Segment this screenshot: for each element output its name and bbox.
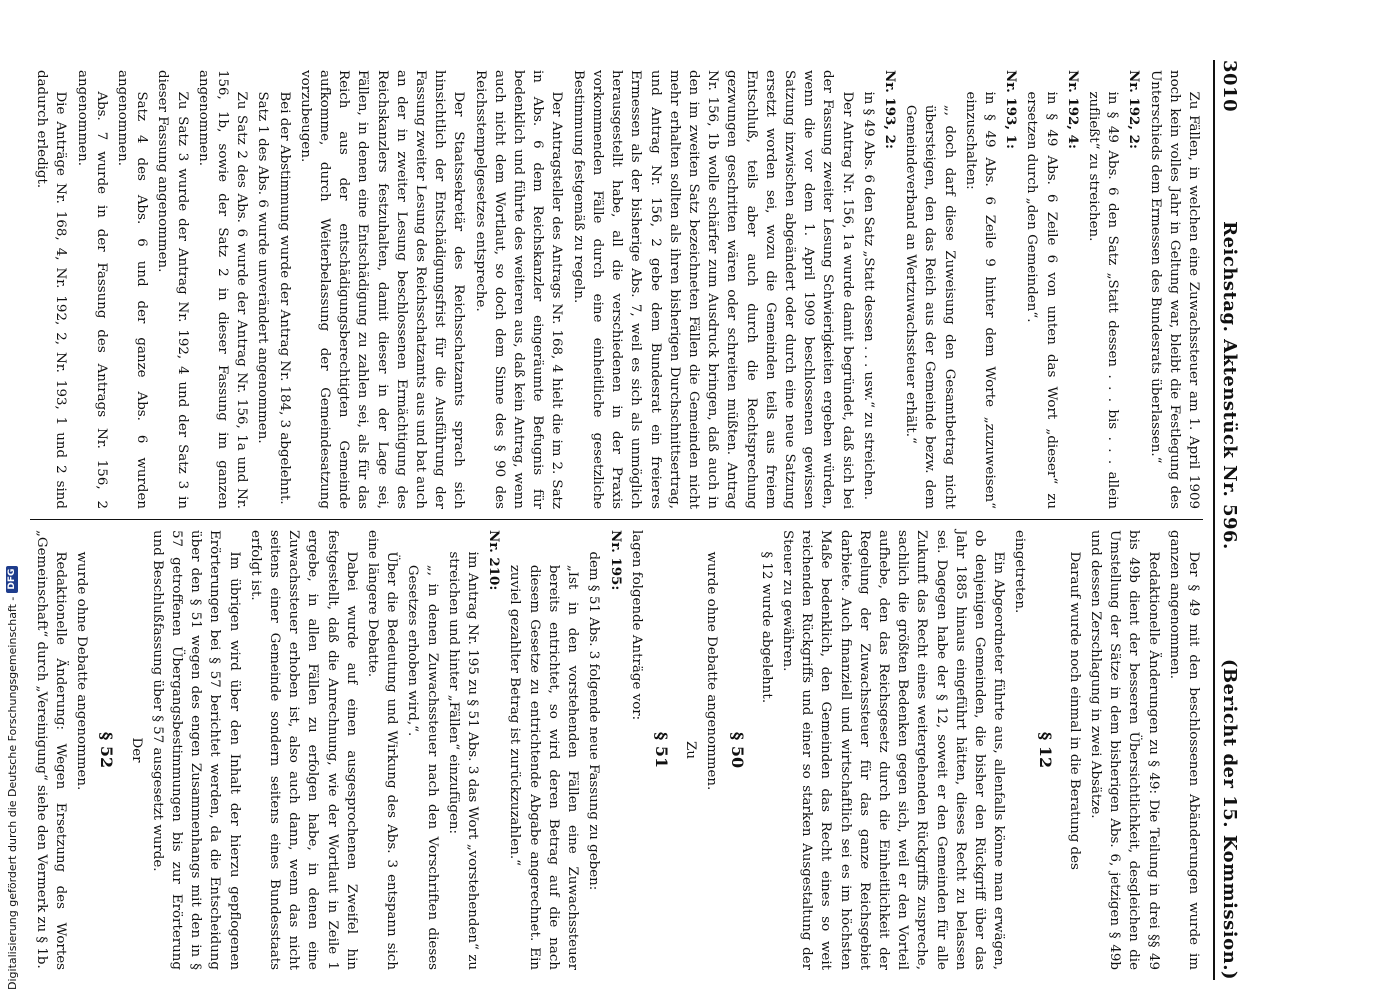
paragraph: Dabei wurde auf einen ausgesprochenen Zweifel hin festgestellt, daß die Anrechnung, wie der Wortlaut in Zeile 1 ergebe, in allen Fällen zu erfolgen habe, in denen eine Zuwachssteuer erhoben ist, also auch dann, wenn das nicht seitens einer Gemeinde sondern seitens eines Bundesstaats erfolgt ist. <box>247 530 359 970</box>
text-columns <box>30 60 1203 980</box>
paragraph: Darauf wurde noch einmal in die Beratung des <box>1066 551 1082 870</box>
page-header <box>1213 60 1240 980</box>
paragraph: § 12 wurde abgelehnt. <box>758 551 774 704</box>
paragraph: Satz 4 des Abs. 6 und der ganze Abs. 6 wurden angenommen. <box>115 70 150 509</box>
digitization-credit <box>4 568 20 990</box>
paragraph: lagen folgende Anträge vor: <box>628 530 644 721</box>
motion-label: Nr. 195: <box>607 530 624 591</box>
motion-quote: „Ist in den vorstehenden Fällen eine Zuwachssteuer bereits entrichtet, so wird deren Betrag auf die nach diesem Gesetze zu entrichtende Abgabe angerechnet. Ein zuviel gezahlter Betrag ist zurückzuzahlen.“ <box>507 564 581 970</box>
motion-label: Nr. 192, 2: <box>1126 70 1143 149</box>
paragraph: Der Antragsteller des Antrags Nr. 168, 4 hielt die im 2. Satz in Abs. 6 dem Reichskanzler eingeräumte Befugnis für bedenklich und führte des weiteren aus, daß kein Antrag, wenn auch nicht dem Wortlaut, so doch dem Sinne des § 90 des Reichsstempelgesetzes entspreche. <box>472 70 565 509</box>
dfg-logo: DFG <box>6 566 18 593</box>
paragraph: Zu Satz 3 wurde der Antrag Nr. 192, 4 und der Satz 3 in dieser Fassung angenommen. <box>155 70 190 509</box>
motion-label: Nr. 210: <box>486 530 503 591</box>
paragraph: Die Anträge Nr. 168, 4, Nr. 192, 2, Nr. 193, 1 und 2 sind dadurch erledigt. <box>34 70 69 509</box>
paragraph: Ein Abgeordneter führte aus, allenfalls könne man erwägen, ob denjenigen Gemeinden, die bisher den Rückgriff über das Jahr 1885 hinaus eingeführt hätten, dieses Recht zu belassen sei. Dagegen habe der § 12, soweit er den Gemeinden für alle Zukunft das Recht eines weitergehenden Rückgriffs zuspreche, sachlich die größten Bedenken gegen sich, weil er den Vorteil aufhebe, den das Reichsgesetz durch die Einheitlichkeit der Regelung der Zuwachssteuer für das ganze Reichsgebiet darbiete. Auch finanziell und wirtschaftlich sei es im höchsten Maße bedenklich, den Gemeinden das Recht eines so weit reichenden Rückgriffs und einer so starken Ausgestaltung der Steuer zu gewähren. <box>779 530 1007 970</box>
paragraph: Bei der Abstimmung wurde der Antrag Nr. 184, 3 abgelehnt. <box>276 91 292 505</box>
left-column <box>30 60 1203 520</box>
paragraph: Zu Fällen, in welchen eine Zuwachssteuer am 1. April 1909 noch kein volles Jahr in Geltung war, bleibt die Festlegung des Unterschieds dem Ermessen des Bundesrats überlassen.“ <box>1147 70 1201 509</box>
paragraph: Im übrigen wird über den Inhalt der hierzu gepflogenen Erörterungen bei § 57 berichtet werden, da die Entscheidung über den § 51 wegen des engen Zusammenhangs mit den in § 57 getroffenen Übergangsbestimmungen bis zur Erörterung und Beschlußfassung über § 57 ausgesetzt wurde. <box>149 530 242 970</box>
paragraph: Über die Bedeutung und Wirkung des Abs. 3 entspann sich eine längere Debatte. <box>365 530 400 970</box>
section-heading: § 12 <box>1035 731 1055 769</box>
paragraph: Der <box>128 737 144 763</box>
motion-label: Nr. 192, 4: <box>1064 70 1081 149</box>
motion-text: in § 49 Abs. 6 den Satz „Statt dessen . . . bis . . . allein zufließt“ zu streichen. <box>1085 91 1121 509</box>
motion-quote: „, in denen Zuwachssteuer nach den Vorschriften dieses Gesetzes erhoben wird,“. <box>405 564 440 970</box>
motion-label: Nr. 193, 2: <box>881 70 898 149</box>
page-number: 3010 <box>1219 60 1240 113</box>
page-title: Reichstag. Aktenstück Nr. 596. <box>1219 221 1240 550</box>
section-heading: § 52 <box>97 731 117 769</box>
paragraph: Zu <box>683 741 699 759</box>
paragraph: Der § 49 mit den beschlossenen Abänderungen wurde im ganzen angenommen. <box>1166 530 1201 970</box>
paragraph: Redaktionelle Änderungen zu § 49: Die Teilung in drei §§ 49 bis 49b dient der besseren Übersichtlichkeit, desgleichen die Umstellung der Sätze in dem bisherigen Abs. 6, jetzigen § 49b und dessen Zerschlagung in zwei Absätze. <box>1087 530 1161 970</box>
motion-text: in § 49 Abs. 6 Zeile 9 hinter dem Worte „zuzuweisen“ einzuschalten: <box>962 91 997 509</box>
section-heading: § 51 <box>651 731 671 769</box>
motion-quote: „, doch darf diese Zuweisung den Gesamtbetrag nicht übersteigen, den das Reich aus der Gemeinde bezw. dem Gemeindeverband an Wertzuwachssteuer erhält.“ <box>903 104 957 509</box>
paragraph: Abs. 7 wurde in der Fassung des Antrags Nr. 156, 2 angenommen. <box>74 70 109 509</box>
paragraph: Zu Satz 2 des Abs. 6 wurde der Antrag Nr. 156, 1a und Nr. 156, 1b, sowie der Satz 2 in dieser Fassung im ganzen angenommen. <box>195 70 250 509</box>
paragraph: Der Antrag Nr. 156, 1a wurde damit begründet, daß sich bei der Fassung zweiter Lesung Schwierigkeiten ergeben würden, wenn die vor dem 1. April 1909 beschlossenen gewissen Satzung inzwischen abgeändert oder durch eine neue Satzung ersetzt worden sei, wozu die Gemeinden teils aus freiem Entschluß, teils aber auch durch die Rechtsprechung gezwungen geschritten wären oder schreiten müßten. Antrag Nr. 156, 1b wolle schärfer zum Ausdruck bringen, daß auch in den im zweiten Satz bezeichneten Fällen die Gemeinden nicht mehr erhalten sollten als ihren bisherigen Durchschnittsertrag, und Antrag Nr. 156, 2 gebe dem Bundesrat ein freieres Ermessen als der bisherige Abs. 7, weil es sich als unmöglich herausgestellt habe, all die verschiedenen in der Praxis vorkommenden Fälle durch eine einheitliche gesetzliche Bestimmung festgemäß zu regeln. <box>570 70 855 509</box>
motion-text: in § 49 Abs. 6 Zeile 6 von unten das Wort „dieser“ zu ersetzen durch „den Gemeinden“. <box>1024 91 1059 509</box>
section-heading: § 50 <box>727 731 747 769</box>
credit-text: Digitalisierung gefördert durch die Deutsche Forschungsgemeinschaft - <box>5 596 19 990</box>
document-page <box>33 50 1252 990</box>
paragraph: Der Staatssekretär des Reichsschatzamts sprach sich hinsichtlich der Entschädigungsfrist für die Ausführung der Fassung zweiter Lesung des Reichsschatzamts aus und bat auch an der in zweiter Lesung beschlossenen Ermächtigung des Reichskanzlers festzuhalten, damit dieser in der Lage sei, Fällen, in denen eine Entschädigung zu zahlen sei, als für das Reich aus der entschädigungsberechtigten Gemeinde aufkomme, durch Weiterbelassung der Gemeindesatzung vorzubeugen. <box>297 70 467 509</box>
motion-text: dem § 51 Abs. 3 folgende neue Fassung zu geben: <box>586 551 602 891</box>
paragraph: wurde ohne Debatte angenommen. <box>704 551 720 791</box>
motion-text: in § 49 Abs. 6 den Satz „Statt dessen . . . usw.“ zu streichen. <box>860 91 876 501</box>
paragraph: wurde ohne Debatte angenommen. <box>74 551 90 791</box>
paragraph: Satz 1 des Abs. 6 wurde unverändert angenommen. <box>255 91 271 444</box>
right-column <box>30 520 1203 980</box>
report-title: (Bericht der 15. Kommission.) <box>1219 658 1240 980</box>
motion-text: im Antrag Nr. 195 zu § 51 Abs. 3 das Wort „vorstehenden“ zu streichen und hinter „Fällen“ einzufügen: <box>445 551 481 970</box>
motion-label: Nr. 193, 1: <box>1003 70 1020 149</box>
paragraph: Redaktionelle Änderung: Wegen Ersetzung des Wortes „Gemeinschaft“ durch „Vereinigung“ siehe den Vermerk zu § 1b. <box>33 530 69 970</box>
paragraph: eingetreten. <box>1012 530 1028 614</box>
